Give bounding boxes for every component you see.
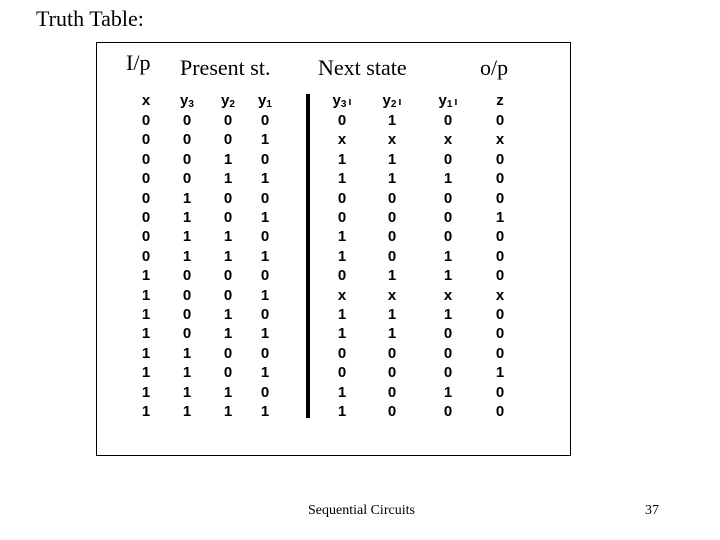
cell-y2-next: 0 (387, 209, 397, 226)
cell-y3-next: x (337, 131, 347, 149)
cell-y3: 1 (182, 403, 192, 420)
cell-y3-next: 0 (337, 364, 347, 382)
cell-y3: 0 (182, 150, 192, 168)
cell-y2: 1 (223, 403, 233, 420)
cell-y2: 0 (223, 344, 233, 362)
cell-y3: 1 (182, 189, 192, 207)
cell-y3-next: 0 (337, 267, 347, 285)
column-header-y2: $y_2$ (221, 92, 235, 110)
cell-y3-next: 1 (337, 306, 347, 323)
slide-title: Truth Table: (36, 6, 144, 31)
cell-y1-next: 0 (443, 112, 453, 129)
cell-y2-next: 1 (387, 112, 397, 129)
cell-z: 0 (495, 306, 505, 323)
cell-x: 0 (141, 209, 151, 226)
cell-y1: 1 (260, 170, 270, 188)
cell-y1: 0 (260, 306, 270, 323)
cell-y1-next: 0 (443, 209, 453, 226)
present-state-heading: Present st. (180, 55, 271, 80)
cell-y1: 1 (260, 325, 270, 343)
cell-z: 0 (495, 267, 505, 285)
cell-y1-next: 0 (443, 228, 453, 246)
cell-y2: 0 (223, 364, 233, 382)
cell-y2: 0 (223, 286, 233, 304)
cell-z: x (495, 131, 505, 149)
cell-y1-next: 0 (443, 403, 453, 420)
column-header-x: x (141, 92, 151, 109)
cell-y2: 1 (223, 325, 233, 343)
next-state-heading: Next state (318, 55, 407, 80)
cell-y3: 0 (182, 112, 192, 129)
cell-y2-next: 0 (387, 228, 397, 246)
cell-z: 0 (495, 247, 505, 265)
cell-y1: 1 (260, 403, 270, 420)
page-number: 37 (645, 503, 659, 518)
cell-z: 0 (495, 325, 505, 343)
cell-y2-next: 0 (387, 364, 397, 382)
cell-y1: 1 (260, 247, 270, 265)
cell-y2-next: 1 (387, 325, 397, 343)
cell-y2: 1 (223, 247, 233, 265)
cell-z: 0 (495, 344, 505, 362)
cell-y1-next: 1 (443, 383, 453, 401)
cell-y3: 1 (182, 364, 192, 382)
cell-x: 1 (141, 364, 151, 382)
cell-x: 1 (141, 325, 151, 343)
cell-z: 0 (495, 228, 505, 246)
cell-y3-next: 0 (337, 189, 347, 207)
cell-x: 0 (141, 131, 151, 149)
cell-y1-next: 1 (443, 267, 453, 285)
cell-y3: 1 (182, 209, 192, 226)
cell-y1: 0 (260, 112, 270, 129)
cell-y1: 1 (260, 209, 270, 226)
cell-y1-next: x (443, 131, 453, 149)
cell-y3: 1 (182, 344, 192, 362)
column-header-z: z (496, 92, 504, 109)
cell-y3-next: 0 (337, 112, 347, 129)
cell-y3-next: 1 (337, 325, 347, 343)
cell-y3-next: 1 (337, 228, 347, 246)
cell-y2-next: x (387, 131, 397, 149)
column-header-y3-next: $y_3$ ı (332, 92, 352, 110)
output-heading: o/p (480, 55, 509, 80)
cell-y1-next: 1 (443, 306, 453, 323)
cell-z: x (495, 286, 505, 304)
cell-y2-next: 1 (387, 267, 397, 285)
cell-y2: 0 (223, 189, 233, 207)
cell-y3: 0 (182, 286, 192, 304)
cell-y1: 0 (260, 383, 270, 401)
cell-y2: 0 (223, 112, 233, 129)
cell-y3-next: 1 (337, 247, 347, 265)
cell-y3: 1 (182, 383, 192, 401)
cell-y3: 1 (182, 228, 192, 246)
cell-y3: 0 (182, 325, 192, 343)
cell-y2: 0 (223, 267, 233, 285)
cell-x: 1 (141, 267, 151, 285)
cell-x: 1 (141, 306, 151, 323)
cell-y2-next: 0 (387, 403, 397, 420)
cell-y2-next: 0 (387, 383, 397, 401)
cell-y2-next: 0 (387, 247, 397, 265)
cell-y1: 1 (260, 131, 270, 149)
cell-y2: 1 (223, 383, 233, 401)
cell-y2: 1 (223, 228, 233, 246)
cell-y1: 1 (260, 364, 270, 382)
cell-y3: 0 (182, 267, 192, 285)
cell-z: 0 (495, 112, 505, 129)
cell-x: 0 (141, 247, 151, 265)
column-header-y2-next: $y_2$ ı (382, 92, 402, 110)
cell-x: 0 (141, 150, 151, 168)
cell-y1: 0 (260, 228, 270, 246)
cell-x: 0 (141, 170, 151, 188)
cell-y3-next: 1 (337, 383, 347, 401)
cell-y1-next: 0 (443, 189, 453, 207)
cell-y3: 0 (182, 170, 192, 188)
cell-y3: 1 (182, 247, 192, 265)
cell-x: 0 (141, 112, 151, 129)
cell-y2-next: x (387, 286, 397, 304)
cell-y1: 0 (260, 189, 270, 207)
cell-y1-next: 0 (443, 364, 453, 382)
cell-y1-next: 1 (443, 247, 453, 265)
cell-y1-next: 0 (443, 325, 453, 343)
footer-label: Sequential Circuits (308, 503, 415, 518)
cell-y2: 0 (223, 209, 233, 226)
column-header-y3: $y_3$ (180, 92, 194, 110)
cell-x: 1 (141, 286, 151, 304)
cell-x: 0 (141, 228, 151, 246)
cell-y2-next: 1 (387, 150, 397, 168)
cell-z: 1 (495, 209, 505, 226)
cell-x: 0 (141, 189, 151, 207)
cell-z: 0 (495, 403, 505, 420)
cell-y2: 1 (223, 150, 233, 168)
cell-y2-next: 0 (387, 344, 397, 362)
cell-y3-next: 1 (337, 403, 347, 420)
cell-y1-next: x (443, 286, 453, 304)
cell-z: 0 (495, 189, 505, 207)
column-header-y1-next: $y_1$ ı (438, 92, 458, 110)
cell-y3-next: 0 (337, 209, 347, 226)
cell-x: 1 (141, 383, 151, 401)
cell-y3-next: 1 (337, 170, 347, 188)
cell-y3-next: 0 (337, 344, 347, 362)
cell-y2: 1 (223, 306, 233, 323)
cell-y2: 0 (223, 131, 233, 149)
cell-y2-next: 1 (387, 306, 397, 323)
cell-y1-next: 1 (443, 170, 453, 188)
cell-y3: 0 (182, 131, 192, 149)
cell-y2: 1 (223, 170, 233, 188)
cell-x: 1 (141, 344, 151, 362)
cell-z: 0 (495, 150, 505, 168)
cell-y2-next: 1 (387, 170, 397, 188)
cell-y3: 0 (182, 306, 192, 323)
cell-z: 0 (495, 170, 505, 188)
cell-y1: 0 (260, 267, 270, 285)
cell-z: 1 (495, 364, 505, 382)
cell-y1: 1 (260, 286, 270, 304)
cell-y1-next: 0 (443, 344, 453, 362)
input-heading: I/p (126, 50, 151, 75)
cell-y3-next: x (337, 286, 347, 304)
cell-z: 0 (495, 383, 505, 401)
present-next-divider (306, 94, 310, 418)
cell-y1: 0 (260, 344, 270, 362)
cell-y1-next: 0 (443, 150, 453, 168)
cell-y2-next: 0 (387, 189, 397, 207)
cell-x: 1 (141, 403, 151, 420)
cell-y3-next: 1 (337, 150, 347, 168)
cell-y1: 0 (260, 150, 270, 168)
column-header-y1: $y_1$ (258, 92, 272, 110)
